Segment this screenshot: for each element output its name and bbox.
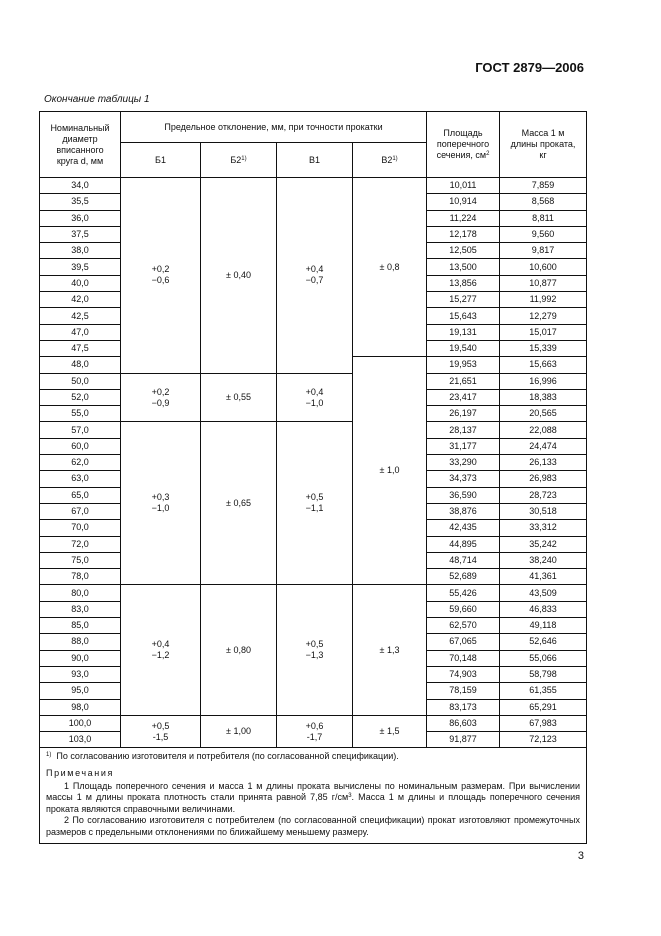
- b1-deviation-cell: +0,2 −0,9: [121, 373, 201, 422]
- v1-deviation-cell: +0,6 -1,7: [277, 715, 353, 748]
- area-cell: 91,877: [427, 732, 500, 748]
- mass-cell: 11,992: [500, 292, 587, 308]
- diameter-cell: 70,0: [40, 520, 121, 536]
- diameter-cell: 85,0: [40, 618, 121, 634]
- mass-cell: 72,123: [500, 732, 587, 748]
- diameter-cell: 98,0: [40, 699, 121, 715]
- area-cell: 62,570: [427, 618, 500, 634]
- notes-block: [40, 748, 587, 843]
- mass-cell: 15,663: [500, 357, 587, 373]
- standard-number: ГОСТ 2879—2006: [475, 60, 584, 75]
- area-cell: 23,417: [427, 389, 500, 405]
- table-caption: Окончание таблицы 1: [44, 94, 150, 105]
- header-diameter: Номинальный диаметр вписанного круга d, мм: [40, 112, 121, 178]
- b2-deviation-cell: ± 0,65: [201, 422, 277, 585]
- diameter-cell: 95,0: [40, 683, 121, 699]
- area-cell: 67,065: [427, 634, 500, 650]
- diameter-cell: 72,0: [40, 536, 121, 552]
- note-1: 1 Площадь поперечного сечения и масса 1 м длины проката вычислены по номинальным размерам. При вычислении массы 1 м длины проката плотность стали принята равной 7,85 $г/см^3$. Масса 1 м длины и площадь поперечного сечения проката являются справочными величинами.: [46, 780, 580, 814]
- mass-cell: 26,983: [500, 471, 587, 487]
- b2-deviation-cell: ± 0,40: [201, 178, 277, 374]
- diameter-cell: 48,0: [40, 357, 121, 373]
- v1-deviation-cell: +0,5 −1,3: [277, 585, 353, 715]
- mass-cell: 30,518: [500, 503, 587, 519]
- b1-deviation-cell: +0,2 −0,6: [121, 178, 201, 374]
- diameter-cell: 42,0: [40, 292, 121, 308]
- b1-deviation-cell: +0,3 −1,0: [121, 422, 201, 585]
- area-cell: 15,277: [427, 292, 500, 308]
- area-cell: 42,435: [427, 520, 500, 536]
- note-2: 2 По согласованию изготовителя с потребителем (по согласованной спецификации) прокат изготовляют промежуточных размеров с предельными отклонениями по ближайшему меньшему размеру.: [46, 815, 580, 837]
- b1-deviation-cell: +0,5 -1,5: [121, 715, 201, 748]
- notes-heading: Примечания: [46, 767, 114, 778]
- mass-cell: 28,723: [500, 487, 587, 503]
- area-cell: 28,137: [427, 422, 500, 438]
- header-v2: В2$^{1)}$: [353, 143, 427, 178]
- area-cell: 10,914: [427, 194, 500, 210]
- dimensions-table: [39, 111, 587, 844]
- area-cell: 74,903: [427, 666, 500, 682]
- mass-cell: 26,133: [500, 455, 587, 471]
- diameter-cell: 62,0: [40, 455, 121, 471]
- area-cell: 48,714: [427, 552, 500, 568]
- area-cell: 44,895: [427, 536, 500, 552]
- mass-cell: 20,565: [500, 406, 587, 422]
- area-cell: 15,643: [427, 308, 500, 324]
- diameter-cell: 47,5: [40, 340, 121, 356]
- diameter-cell: 57,0: [40, 422, 121, 438]
- mass-cell: 9,817: [500, 243, 587, 259]
- diameter-cell: 36,0: [40, 210, 121, 226]
- header-area: Площадь поперечного сечения, $см^2$: [427, 112, 500, 178]
- area-cell: 12,505: [427, 243, 500, 259]
- diameter-cell: 103,0: [40, 732, 121, 748]
- diameter-cell: 90,0: [40, 650, 121, 666]
- area-cell: 26,197: [427, 406, 500, 422]
- mass-cell: 7,859: [500, 178, 587, 194]
- diameter-cell: 34,0: [40, 178, 121, 194]
- area-cell: 36,590: [427, 487, 500, 503]
- mass-cell: 8,568: [500, 194, 587, 210]
- b1-deviation-cell: +0,4 −1,2: [121, 585, 201, 715]
- diameter-cell: 63,0: [40, 471, 121, 487]
- area-cell: 34,373: [427, 471, 500, 487]
- diameter-cell: 100,0: [40, 715, 121, 731]
- diameter-cell: 37,5: [40, 226, 121, 242]
- diameter-cell: 40,0: [40, 275, 121, 291]
- v2-deviation-cell: ± 0,8: [353, 178, 427, 357]
- b2-deviation-cell: ± 0,55: [201, 373, 277, 422]
- diameter-cell: 55,0: [40, 406, 121, 422]
- area-cell: 19,131: [427, 324, 500, 340]
- header-b2: Б2$^{1)}$: [201, 143, 277, 178]
- table-row: [40, 422, 587, 438]
- mass-cell: 65,291: [500, 699, 587, 715]
- mass-cell: 16,996: [500, 373, 587, 389]
- diameter-cell: 39,5: [40, 259, 121, 275]
- area-cell: 13,856: [427, 275, 500, 291]
- mass-cell: 52,646: [500, 634, 587, 650]
- area-cell: 86,603: [427, 715, 500, 731]
- area-cell: 21,651: [427, 373, 500, 389]
- mass-cell: 49,118: [500, 618, 587, 634]
- header-mass: Масса 1 м длины проката, кг: [500, 112, 587, 178]
- diameter-cell: 88,0: [40, 634, 121, 650]
- table-row: [40, 585, 587, 601]
- diameter-cell: 50,0: [40, 373, 121, 389]
- mass-cell: 61,355: [500, 683, 587, 699]
- header-b1: Б1: [121, 143, 201, 178]
- page-number: 3: [577, 850, 584, 862]
- mass-cell: 46,833: [500, 601, 587, 617]
- diameter-cell: 35,5: [40, 194, 121, 210]
- table-body: [40, 178, 587, 748]
- diameter-cell: 60,0: [40, 438, 121, 454]
- diameter-cell: 83,0: [40, 601, 121, 617]
- v2-deviation-cell: ± 1,0: [353, 357, 427, 585]
- area-cell: 70,148: [427, 650, 500, 666]
- diameter-cell: 65,0: [40, 487, 121, 503]
- diameter-cell: 52,0: [40, 389, 121, 405]
- area-cell: 55,426: [427, 585, 500, 601]
- mass-cell: 38,240: [500, 552, 587, 568]
- mass-cell: 58,798: [500, 666, 587, 682]
- mass-cell: 22,088: [500, 422, 587, 438]
- mass-cell: 12,279: [500, 308, 587, 324]
- v2-deviation-cell: ± 1,3: [353, 585, 427, 715]
- mass-cell: 10,600: [500, 259, 587, 275]
- b2-deviation-cell: ± 1,00: [201, 715, 277, 748]
- mass-cell: 33,312: [500, 520, 587, 536]
- area-cell: 19,953: [427, 357, 500, 373]
- area-cell: 12,178: [427, 226, 500, 242]
- mass-cell: 8,811: [500, 210, 587, 226]
- diameter-cell: 93,0: [40, 666, 121, 682]
- area-cell: 19,540: [427, 340, 500, 356]
- table-row: [40, 178, 587, 194]
- mass-cell: 10,877: [500, 275, 587, 291]
- area-cell: 13,500: [427, 259, 500, 275]
- mass-cell: 55,066: [500, 650, 587, 666]
- area-cell: 78,159: [427, 683, 500, 699]
- diameter-cell: 47,0: [40, 324, 121, 340]
- mass-cell: 15,339: [500, 340, 587, 356]
- mass-cell: 43,509: [500, 585, 587, 601]
- area-cell: 10,011: [427, 178, 500, 194]
- mass-cell: 24,474: [500, 438, 587, 454]
- area-cell: 59,660: [427, 601, 500, 617]
- area-cell: 11,224: [427, 210, 500, 226]
- mass-cell: 9,560: [500, 226, 587, 242]
- diameter-cell: 80,0: [40, 585, 121, 601]
- diameter-cell: 42,5: [40, 308, 121, 324]
- footnote: $^{1)}$ По согласованию изготовителя и потребителя (по согласованной спецификации).: [46, 751, 399, 762]
- header-deviation: Предельное отклонение, мм, при точности прокатки: [121, 112, 427, 143]
- diameter-cell: 78,0: [40, 569, 121, 585]
- table-row: [40, 373, 587, 389]
- area-cell: 83,173: [427, 699, 500, 715]
- b2-deviation-cell: ± 0,80: [201, 585, 277, 715]
- area-cell: 52,689: [427, 569, 500, 585]
- mass-cell: 15,017: [500, 324, 587, 340]
- mass-cell: 67,983: [500, 715, 587, 731]
- area-cell: 31,177: [427, 438, 500, 454]
- diameter-cell: 75,0: [40, 552, 121, 568]
- diameter-cell: 67,0: [40, 503, 121, 519]
- area-cell: 33,290: [427, 455, 500, 471]
- table-row: [40, 715, 587, 731]
- v2-deviation-cell: ± 1,5: [353, 715, 427, 748]
- mass-cell: 41,361: [500, 569, 587, 585]
- mass-cell: 35,242: [500, 536, 587, 552]
- area-cell: 38,876: [427, 503, 500, 519]
- v1-deviation-cell: +0,4 −1,0: [277, 373, 353, 422]
- diameter-cell: 38,0: [40, 243, 121, 259]
- v1-deviation-cell: +0,4 −0,7: [277, 178, 353, 374]
- header-v1: В1: [277, 143, 353, 178]
- mass-cell: 18,383: [500, 389, 587, 405]
- v1-deviation-cell: +0,5 −1,1: [277, 422, 353, 585]
